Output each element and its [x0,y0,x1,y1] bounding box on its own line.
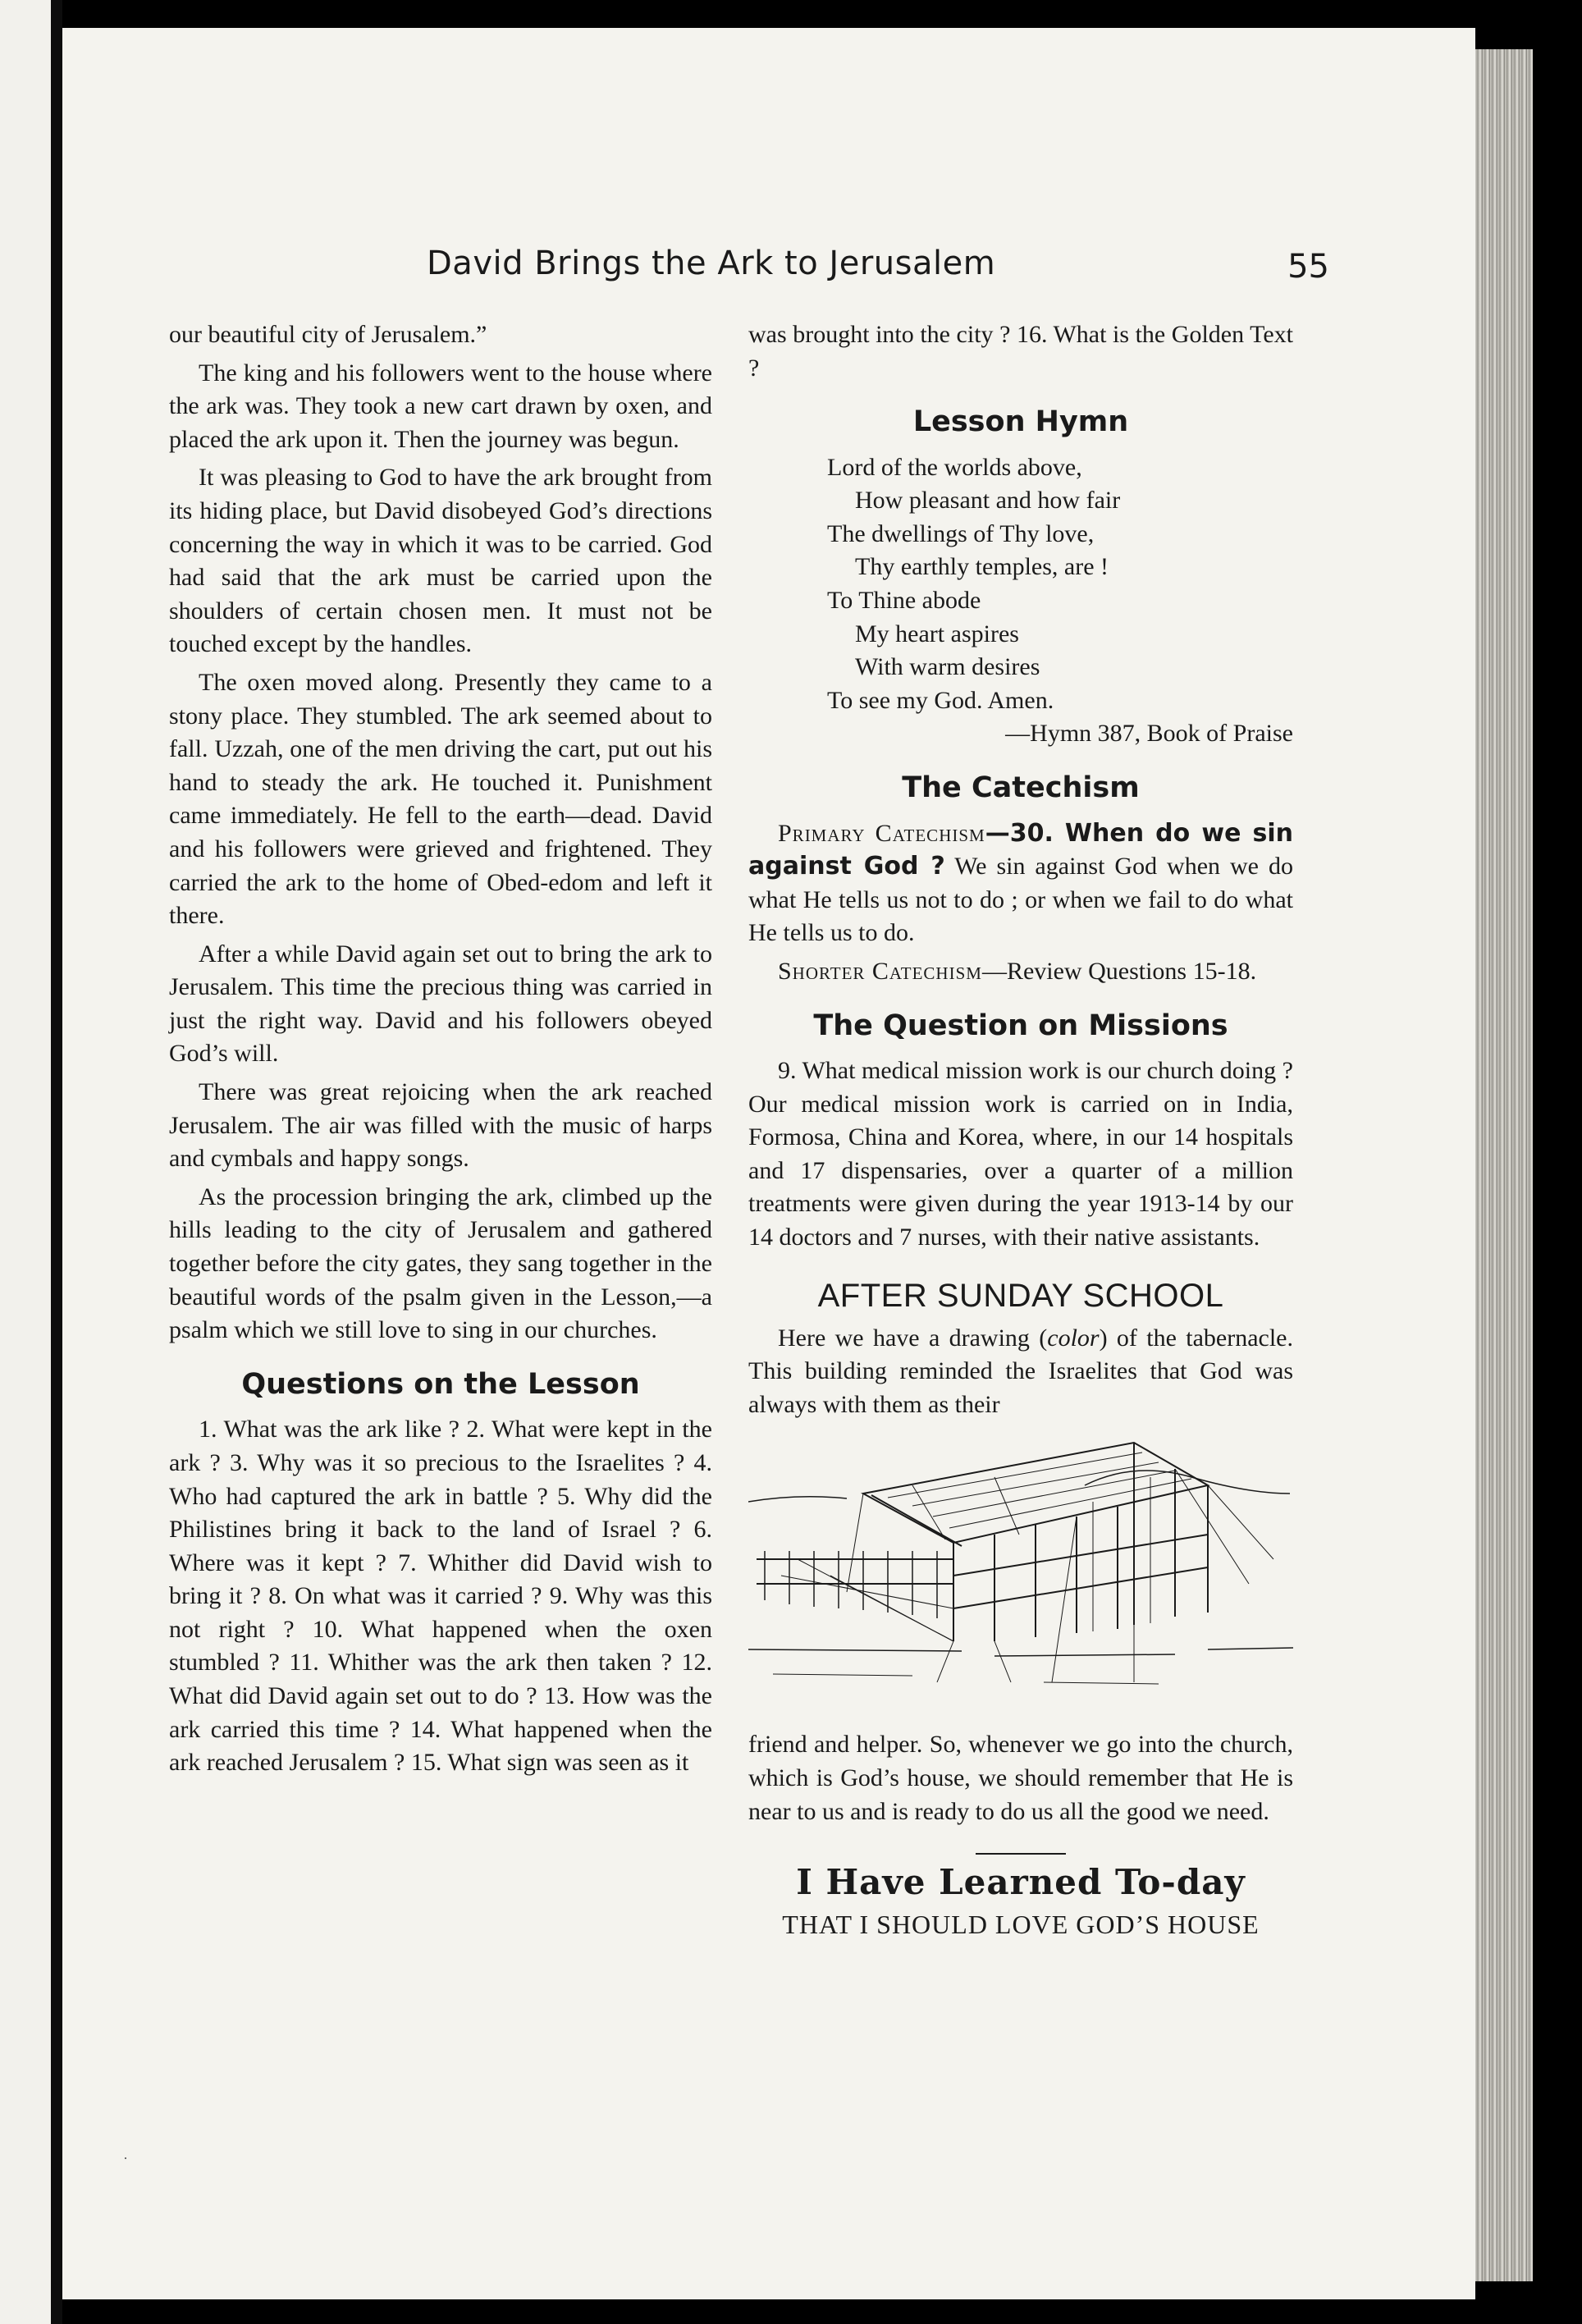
page-number: 55 [1287,248,1329,286]
primary-catechism [748,817,1293,950]
learned-text: THAT I SHOULD LOVE GOD’S HOUSE [782,1909,1260,1939]
running-title: David Brings the Ark to Jerusalem [427,245,996,282]
right-column [748,318,1293,1941]
shorter-catechism [748,955,1293,989]
page-blemish: · [123,2150,128,2166]
tabernacle-drawing [748,1436,1293,1715]
shorter-catechism-text: —Review Questions 15-18. [981,957,1257,985]
missions-heading: The Question on Missions [813,1009,1228,1042]
shorter-catechism-label: Shorter Catechism [778,957,982,985]
book-gutter [51,0,62,2324]
page-header [361,245,1329,302]
missions-text: 9. What medical mission work is our church doing ? Our medical mission work is carried on in India, Formosa, China and Korea, where, in our 14 hospitals and 17 dispensaries, over a quarter of a million treatments were given during the year 1913-14 by our 14 doctors and 7 nurses, with their native assistants. [748,1057,1293,1251]
hymn-line: With warm desires [855,653,1040,681]
after-sunday-school-text-continued: friend and helper. So, whenever we go into the church, which is God’s house, we should remember that He is near to us and is ready to do us all the good we need. [748,1731,1293,1825]
hymn-heading: Lesson Hymn [912,405,1129,439]
hymn-line: The dwellings of Thy love, [827,519,1095,547]
after-text-part: Here we have a drawing ( [778,1324,1048,1352]
after-text-italic: color [1047,1324,1100,1352]
hymn-line: To see my God. Amen. [827,686,1054,714]
facing-page-edge [0,0,51,2324]
tabernacle-illustration [748,1436,1293,1715]
paragraph: The oxen moved along. Presently they came to a stony place. They stumbled. The ark seemed about to fall. Uzzah, one of the men driving the cart, put out his hand to steady the ark. He touched it. Punishment came immediately. He fell to the earth—dead. David and his followers were grieved and frightened. They carried the ark to the home of Obed-edom and left it there. [169,668,712,930]
hymn-verse [827,451,1293,718]
hymn-line: Thy earthly temples, are ! [855,553,1109,581]
questions-heading: Questions on the Lesson [241,1367,640,1401]
after-sunday-school-text [748,1322,1293,1422]
paragraph: our beautiful city of Jerusalem.” [169,321,487,348]
hymn-line: Lord of the worlds above, [827,453,1082,481]
paragraph: It was pleasing to God to have the ark brought from its hiding place, but David disobeyed God’s directions concerning the way in which it was to be carried. God had said that the ark must be carried upon the shoulders of certain chosen men. It must not be touched except by the handles. [169,464,712,658]
paragraph: As the procession bringing the ark, climbed up the hills leading to the city of Jerusalem and gathered together before the city gates, they sang together in the beautiful words of the psalm given in the Lesson,—a psalm which we still love to sing in our churches. [169,1183,712,1344]
paragraph: There was great rejoicing when the ark reached Jerusalem. The air was filled with the music of harps and cymbals and happy songs. [169,1078,712,1173]
left-column [169,318,712,1780]
after-text-part: ) of the tabernacle. This building reminded the Israelites that God was always with them as their [748,1324,1293,1418]
primary-catechism-answer: We sin against God when we do what He tells us not to do ; or when we fail to do what He tells us to do. [748,853,1293,947]
catechism-heading: The Catechism [902,771,1140,805]
paragraph: After a while David again set out to bring the ark to Jerusalem. This time the precious thing was carried in just the right way. David and his followers obeyed God’s will. [169,940,712,1068]
questions-continued: was brought into the city ? 16. What is the Golden Text ? [748,321,1293,382]
hymn-line: How pleasant and how fair [855,487,1121,515]
hymn-attribution: —Hymn 387, Book of Praise [1005,720,1293,748]
hymn-line: To Thine abode [827,587,981,615]
divider-rule [976,1853,1066,1855]
paragraph: The king and his followers went to the house where the ark was. They took a new cart drawn by oxen, and placed the ark upon it. Then the journey was begun. [169,359,712,453]
primary-catechism-label: Primary Catechism [778,819,985,847]
learned-heading: I Have Learned To-day [796,1862,1246,1903]
after-sunday-school-heading: AFTER SUNDAY SCHOOL [817,1277,1224,1314]
hymn-line: My heart aspires [855,620,1019,647]
primary-catechism-question: —30. When do we sin against God ? [748,818,1293,881]
questions-text: 1. What was the ark like ? 2. What were kept in the ark ? 3. Why was it so precious to the Israelites ? 4. Who had captured the ark in battle ? 5. Why did the Philistines bring it back to the land of Israel ? 6. Where was it kept ? 7. Whither did David wish to bring it ? 8. On what was it carried ? 9. Why was this not right ? 10. What happened when the oxen stumbled ? 11. Whither was the ark then taken ? 12. What did David again set out to do ? 13. How was the ark carried this time ? 14. What happened when the ark reached Jerusalem ? 15. What sign was seen as it [169,1416,712,1777]
page-stack-edge [1475,49,1533,2281]
